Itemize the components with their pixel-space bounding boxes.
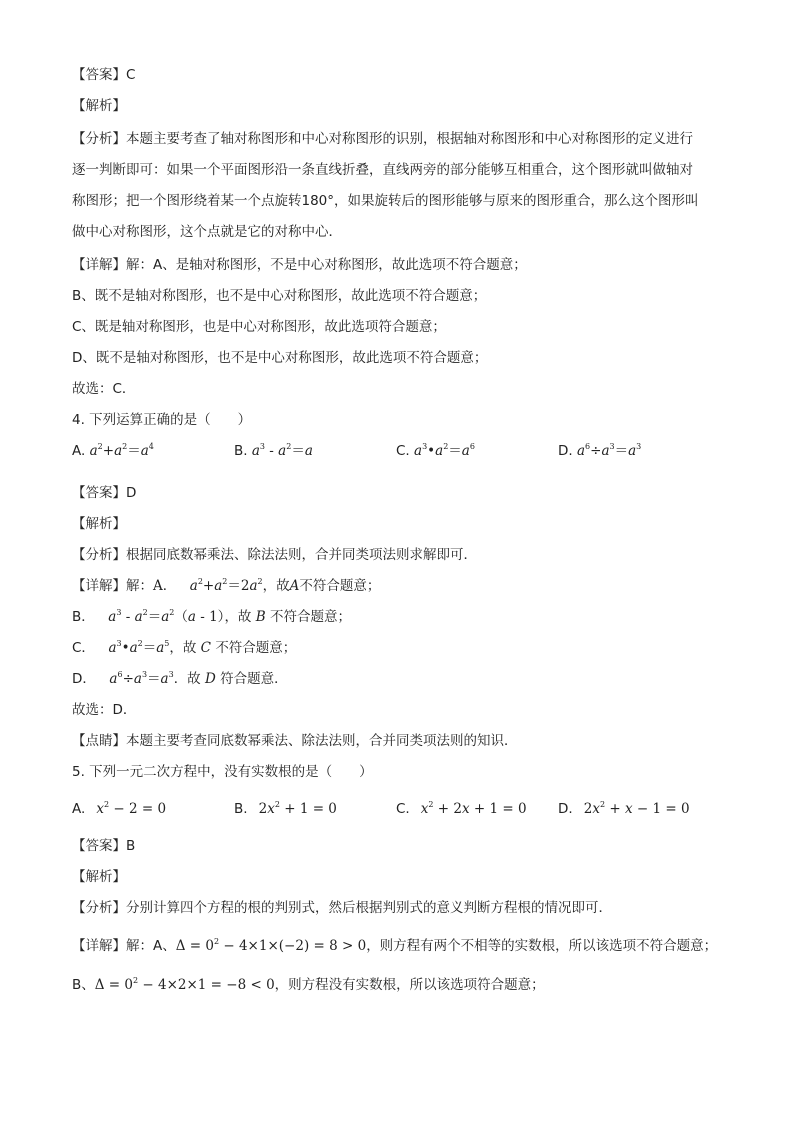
q4-dianjing: 【点睛】本题主要考查同底数幂乘法、除法法则，合并同类项法则的知识． bbox=[72, 733, 518, 749]
q5-option-a bbox=[72, 800, 166, 818]
q4-option-c-label: C. bbox=[396, 443, 410, 459]
q3-analysis-label: 【解析】 bbox=[72, 98, 126, 114]
q3-detail-b: B、既不是轴对称图形，也不是中心对称图形，故此选项不符合题意； bbox=[72, 288, 487, 304]
q5-option-b-expr: $2x^2 + 1 = 0$ bbox=[251, 800, 337, 817]
q5-detail-a-expr: $\Delta = 0^2 - 4\times 1\times(-2) = 8 > 0$ bbox=[175, 937, 367, 954]
q4-detail-d-expr: $a^6\div a^3=a^3$ bbox=[109, 670, 174, 687]
q4-detail-c-option: C bbox=[200, 640, 212, 656]
q4-option-a-label: A. bbox=[72, 443, 86, 459]
q3-fenxi-line2: 逐一判断即可：如果一个平面图形沿一条直线折叠，直线两旁的部分能够互相重合，这个图形就叫做轴对 bbox=[72, 162, 693, 178]
q4-detail-b-option: B bbox=[255, 609, 266, 625]
q4-detail-c bbox=[72, 639, 296, 657]
q4-option-a bbox=[72, 442, 154, 460]
q5-analysis-label: 【解析】 bbox=[72, 869, 126, 885]
q4-detail-a-option: A bbox=[289, 578, 300, 594]
q4-detail-b bbox=[72, 608, 351, 626]
q4-detail-b-pre: B． bbox=[72, 609, 95, 625]
q4-detail-d-option: D bbox=[204, 671, 216, 687]
q4-detail-a-end: 不符合题意； bbox=[299, 578, 381, 594]
q4-option-d-label: D. bbox=[558, 443, 573, 459]
q4-option-c-expr: $a^3•a^2=a^6$ bbox=[414, 442, 475, 459]
q4-detail-d-end: 符合题意． bbox=[220, 671, 288, 687]
q3-fenxi-line4: 做中心对称图形，这个点就是它的对称中心． bbox=[72, 224, 342, 240]
q4-option-b-expr: $a^3 - a^2=a$ bbox=[251, 442, 313, 459]
q5-option-a-expr: $x^2 - 2 = 0$ bbox=[96, 800, 167, 817]
q3-choose: 故选：C． bbox=[72, 381, 136, 397]
q4-option-a-expr: $a^2+a^2=a^4$ bbox=[89, 442, 154, 459]
q4-detail-c-end: 不符合题意； bbox=[215, 640, 297, 656]
q5-option-d-label: D. bbox=[558, 801, 573, 817]
q4-detail-b-end: 不符合题意； bbox=[269, 609, 351, 625]
q4-option-b-label: B. bbox=[234, 443, 248, 459]
q4-detail-b-expr: $a^3 - a^2=a^2(a - 1)$ bbox=[108, 608, 225, 625]
q4-fenxi: 【分析】根据同底数幂乘法、除法法则，合并同类项法则求解即可． bbox=[72, 547, 477, 563]
q4-detail-a-post: ，故 bbox=[262, 578, 290, 594]
q5-option-d bbox=[558, 800, 690, 818]
q4-detail-d-pre: D． bbox=[72, 671, 96, 687]
q4-detail-c-post: ，故 bbox=[169, 640, 197, 656]
q4-analysis-label: 【解析】 bbox=[72, 516, 126, 532]
q3-detail-d: D、既不是轴对称图形，也不是中心对称图形，故此选项不符合题意； bbox=[72, 350, 488, 366]
q5-detail-a-pre: 【详解】解：A、 bbox=[72, 938, 176, 954]
q3-fenxi-line1: 【分析】本题主要考查了轴对称图形和中心对称图形的识别，根据轴对称图形和中心对称图形的定义进行 bbox=[72, 131, 693, 147]
q4-detail-d bbox=[72, 670, 288, 688]
q4-detail-c-pre: C． bbox=[72, 640, 95, 656]
q5-option-c bbox=[396, 800, 527, 818]
q5-option-a-label: A. bbox=[72, 801, 86, 817]
q5-detail-a bbox=[72, 937, 717, 955]
q4-option-d bbox=[558, 442, 641, 460]
q4-option-d-expr: $a^6\div a^3=a^3$ bbox=[576, 442, 642, 459]
q5-option-b bbox=[234, 800, 337, 818]
q5-option-c-expr: $x^2 + 2x + 1 = 0$ bbox=[420, 800, 527, 817]
q5-option-d-expr: $2x^2 + x - 1 = 0$ bbox=[576, 800, 690, 817]
q3-fenxi-line3: 称图形；把一个图形绕着某一个点旋转180°，如果旋转后的图形能够与原来的图形重合，那么这个图形叫 bbox=[72, 193, 699, 209]
q5-detail-b-post: ，则方程没有实数根，所以该选项符合题意； bbox=[274, 977, 545, 993]
q3-detail-c: C、既是轴对称图形，也是中心对称图形，故此选项符合题意； bbox=[72, 319, 446, 335]
q4-detail-b-post: ，故 bbox=[224, 609, 252, 625]
q4-stem: 4. 下列运算正确的是（ ） bbox=[72, 412, 252, 428]
q5-stem: 5. 下列一元二次方程中，没有实数根的是（ ） bbox=[72, 764, 373, 780]
q5-detail-b-pre: B、 bbox=[72, 977, 95, 993]
q3-answer: 【答案】C bbox=[72, 67, 136, 83]
q4-option-c bbox=[396, 442, 475, 460]
q4-detail-d-post: ．故 bbox=[173, 671, 201, 687]
q4-option-b bbox=[234, 442, 313, 460]
q5-answer: 【答案】B bbox=[72, 838, 136, 854]
q4-detail-a-expr: $a^2+a^2=2a^2$ bbox=[189, 577, 263, 594]
q5-option-c-label: C. bbox=[396, 801, 410, 817]
q4-choose: 故选：D． bbox=[72, 702, 137, 718]
q4-answer: 【答案】D bbox=[72, 485, 137, 501]
q5-detail-b-expr: $\Delta = 0^2 - 4\times 2\times 1 = -8 < 0$ bbox=[94, 976, 275, 993]
q4-detail-a bbox=[72, 577, 380, 595]
q5-detail-b bbox=[72, 976, 545, 994]
q3-detail-a: 【详解】解：A、是轴对称图形，不是中心对称图形，故此选项不符合题意； bbox=[72, 257, 527, 273]
q4-detail-prefix: 【详解】解： bbox=[72, 578, 153, 594]
q5-option-b-label: B. bbox=[234, 801, 248, 817]
q4-detail-c-expr: $a^3•a^2=a^5$ bbox=[108, 639, 170, 656]
q4-detail-a-pre: A． bbox=[153, 578, 177, 594]
q5-detail-a-post: ，则方程有两个不相等的实数根，所以该选项不符合题意； bbox=[366, 938, 718, 954]
q5-fenxi: 【分析】分别计算四个方程的根的判别式，然后根据判别式的意义判断方程根的情况即可． bbox=[72, 900, 612, 916]
